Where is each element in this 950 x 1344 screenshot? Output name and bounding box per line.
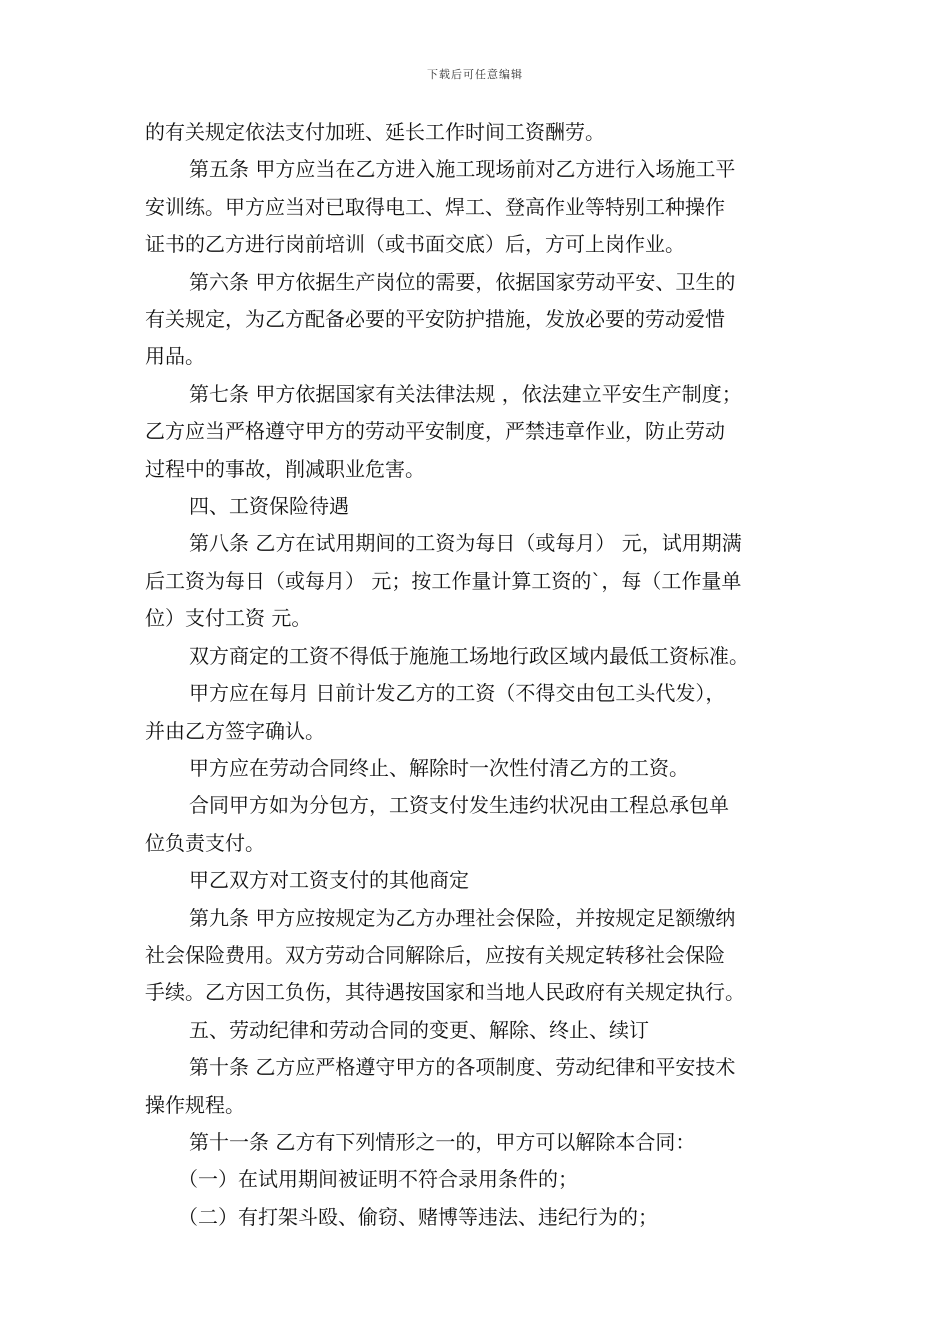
body-line: 位负责支付。 bbox=[145, 830, 265, 855]
body-line: 第十一条 乙方有下列情形之一的，甲方可以解除本合同： bbox=[189, 1129, 696, 1154]
body-line: 的有关规定依法支付加班、延长工作时间工资酬劳。 bbox=[145, 120, 605, 144]
page-header: 下载后可任意编辑 bbox=[427, 68, 523, 81]
body-line: 过程中的事故，削减职业危害。 bbox=[145, 456, 425, 481]
body-line: 甲方应在劳动合同终止、解除时一次性付清乙方的工资。 bbox=[189, 755, 689, 780]
body-line: 甲乙双方对工资支付的其他商定 bbox=[189, 868, 469, 893]
body-line: 双方商定的工资不得低于施施工场地行政区域内最低工资标准。 bbox=[189, 643, 749, 668]
list-item: （一）在试用期间被证明不符合录用条件的； bbox=[178, 1167, 578, 1192]
body-line: 第七条 甲方依据国家有关法律法规 ，依法建立平安生产制度； bbox=[189, 381, 742, 406]
body-line: 甲方应在每月 日前计发乙方的工资（不得交由包工头代发）， bbox=[189, 681, 726, 706]
body-line: 第九条 甲方应按规定为乙方办理社会保险，并按规定足额缴纳 bbox=[189, 905, 736, 930]
body-line: 用品。 bbox=[145, 344, 205, 369]
body-line: 第十条 乙方应严格遵守甲方的各项制度、劳动纪律和平安技术 bbox=[189, 1055, 736, 1080]
body-line: 乙方应当严格遵守甲方的劳动平安制度，严禁违章作业，防止劳动 bbox=[145, 419, 725, 444]
body-line: 操作规程。 bbox=[145, 1092, 245, 1117]
body-line: 合同甲方如为分包方，工资支付发生违约状况由工程总承包单 bbox=[189, 793, 729, 818]
document-body bbox=[145, 114, 810, 1236]
body-line: 并由乙方签字确认。 bbox=[145, 718, 325, 743]
body-line: 安训练。甲方应当对已取得电工、焊工、登高作业等特别工种操作 bbox=[145, 194, 725, 219]
body-line: 有关规定，为乙方配备必要的平安防护措施，发放必要的劳动爱惜 bbox=[145, 307, 725, 332]
body-line: 后工资为每日（或每月） 元；按工作量计算工资的`，每（工作量单 bbox=[145, 568, 742, 593]
list-item: （二）有打架斗殴、偷窃、赌博等违法、违纪行为的； bbox=[178, 1204, 658, 1229]
body-line: 位）支付工资 元。 bbox=[145, 606, 312, 631]
body-line: 第五条 甲方应当在乙方进入施工现场前对乙方进行入场施工平 bbox=[189, 157, 736, 182]
body-line: 第六条 甲方依据生产岗位的需要，依据国家劳动平安、卫生的 bbox=[189, 269, 736, 294]
section-heading: 五、劳动纪律和劳动合同的变更、解除、终止、续订 bbox=[189, 1017, 649, 1042]
body-line: 社会保险费用。双方劳动合同解除后，应按有关规定转移社会保险 bbox=[145, 942, 725, 967]
body-line: 证书的乙方进行岗前培训（或书面交底）后，方可上岗作业。 bbox=[145, 232, 685, 257]
body-line: 第八条 乙方在试用期间的工资为每日（或每月） 元，试用期满 bbox=[189, 531, 742, 556]
body-line: 手续。乙方因工负伤，其待遇按国家和当地人民政府有关规定执行。 bbox=[145, 980, 745, 1005]
section-heading: 四、工资保险待遇 bbox=[189, 494, 349, 519]
